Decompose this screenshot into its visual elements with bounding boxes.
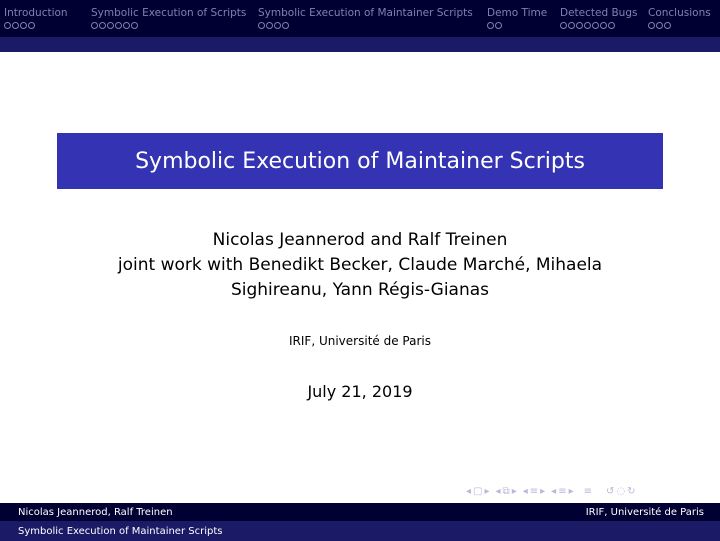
slide-dot[interactable] [282, 22, 289, 29]
institute: IRIF, Université de Paris [289, 334, 431, 348]
nav-next-section-icon[interactable]: ▸ [540, 485, 546, 497]
zoom-icon[interactable]: ◌ [616, 485, 626, 497]
nav-next-subsection-icon[interactable]: ▸ [511, 485, 517, 497]
footer-title: Symbolic Execution of Maintainer Scripts [18, 526, 223, 537]
frame-icon[interactable]: ▢ [473, 485, 483, 497]
subsection-icon[interactable]: ⧉ [502, 485, 510, 497]
presentation-title: Symbolic Execution of Maintainer Scripts [135, 148, 585, 174]
slide-dot[interactable] [99, 22, 106, 29]
nav-section-symbolic-execution-of-scripts[interactable]: Symbolic Execution of Scripts [91, 7, 247, 19]
slide-dots-demo-time [487, 22, 502, 32]
footer-authors: Nicolas Jeannerod, Ralf Treinen [18, 507, 173, 518]
footer-upper-bar [0, 503, 720, 521]
nav-subsection-bar [0, 37, 720, 52]
nav-prev-section-icon[interactable]: ◂ [522, 485, 528, 497]
section-icon[interactable]: ≡ [529, 485, 539, 497]
nav-section-conclusions[interactable]: Conclusions [648, 7, 711, 19]
section-navigation-bar [0, 0, 720, 52]
nav-section-symbolic-execution-of-maintainer-scripts[interactable]: Symbolic Execution of Maintainer Scripts [258, 7, 473, 19]
slide-dot[interactable] [91, 22, 98, 29]
slide-dot[interactable] [576, 22, 583, 29]
slide-dot[interactable] [107, 22, 114, 29]
search-icon[interactable]: ↺ [606, 485, 615, 497]
presentation-date: July 21, 2019 [307, 382, 413, 401]
slide-dot[interactable] [664, 22, 671, 29]
document-icon[interactable]: ≡ [558, 485, 567, 497]
footer-lower-bar [0, 521, 720, 541]
slide-dots-symbolic-execution-of-maintainer-scripts [258, 22, 289, 32]
slide-dot[interactable] [258, 22, 265, 29]
slide-dot[interactable] [495, 22, 502, 29]
slide-dots-conclusions [648, 22, 671, 32]
authors-line-2: joint work with Benedikt Becker, Claude Marché, Mihaela [117, 255, 603, 275]
slide-dot[interactable] [648, 22, 655, 29]
slide-dot[interactable] [28, 22, 35, 29]
slide-dots-symbolic-execution-of-scripts [91, 22, 138, 32]
slide-dot[interactable] [568, 22, 575, 29]
nav-prev-frame-icon[interactable]: ◂ [466, 485, 472, 497]
slide-dot[interactable] [20, 22, 27, 29]
authors-line-1: Nicolas Jeannerod and Ralf Treinen [212, 230, 508, 250]
slide-dot[interactable] [600, 22, 607, 29]
nav-next-document-icon[interactable]: ▸ [568, 485, 574, 497]
appendix-icon[interactable]: ≡ [583, 485, 593, 497]
title-box [57, 133, 663, 189]
beamer-navigation-symbols [466, 484, 636, 498]
slide-dot[interactable] [487, 22, 494, 29]
nav-next-frame-icon[interactable]: ▸ [484, 485, 490, 497]
nav-section-demo-time[interactable]: Demo Time [487, 7, 548, 19]
slide-dots-detected-bugs [560, 22, 615, 32]
slide-dot[interactable] [274, 22, 281, 29]
slide-dots-introduction [4, 22, 35, 32]
slide-dot[interactable] [123, 22, 130, 29]
slide-dot[interactable] [4, 22, 11, 29]
slide-dot[interactable] [115, 22, 122, 29]
nav-prev-subsection-icon[interactable]: ◂ [495, 485, 501, 497]
slide-dot[interactable] [560, 22, 567, 29]
slide-dot[interactable] [12, 22, 19, 29]
slide-dot[interactable] [656, 22, 663, 29]
back-icon[interactable]: ↻ [627, 485, 636, 497]
slide-dot[interactable] [584, 22, 591, 29]
slide-dot[interactable] [266, 22, 273, 29]
slide-dot[interactable] [608, 22, 615, 29]
slide-dot[interactable] [592, 22, 599, 29]
section-headings-row [0, 0, 720, 37]
footer-institute: IRIF, Université de Paris [585, 507, 704, 518]
nav-section-detected-bugs[interactable]: Detected Bugs [560, 7, 638, 19]
authors-line-3: Sighireanu, Yann Régis-Gianas [230, 280, 490, 300]
slide-dot[interactable] [131, 22, 138, 29]
nav-prev-document-icon[interactable]: ◂ [551, 485, 557, 497]
authors-block [0, 228, 720, 303]
nav-section-introduction[interactable]: Introduction [4, 7, 68, 19]
